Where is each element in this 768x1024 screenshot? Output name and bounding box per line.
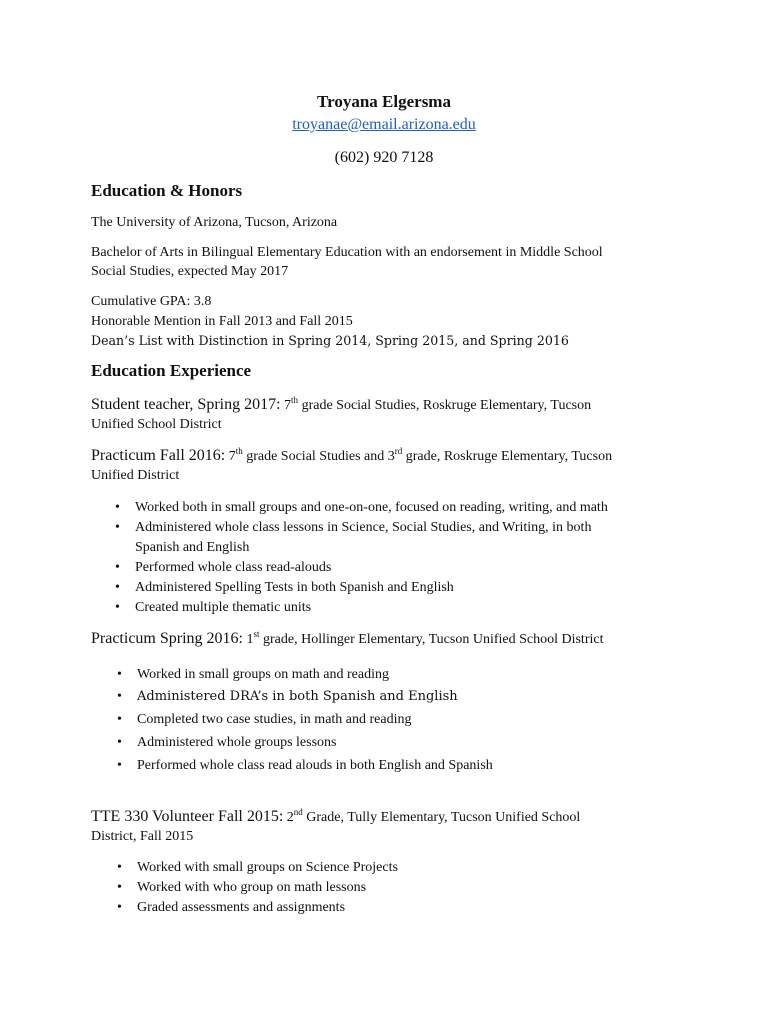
list-item-continuation: Spanish and English — [135, 540, 250, 555]
bullet-icon: • — [115, 560, 120, 575]
student-teacher-detail: grade Social Studies, Roskruge Elementary, Tucson — [301, 398, 592, 413]
grade-suffix: st — [253, 629, 260, 639]
tte-volunteer-title: TTE 330 Volunteer Fall 2015: — [91, 808, 284, 825]
practicum-fall-title: Practicum Fall 2016: — [91, 447, 226, 464]
list-item-text: Worked with who group on math lessons — [137, 880, 367, 895]
bullet-icon: • — [117, 860, 122, 875]
bullet-icon: • — [117, 880, 122, 895]
list-item-text: Administered whole groups lessons — [137, 735, 337, 750]
grade-suffix-2: rd — [394, 446, 403, 456]
practicum-spring-detail: grade, Hollinger Elementary, Tucson Unified School District — [263, 632, 604, 647]
grade-number: 7 — [284, 398, 292, 413]
practicum-spring-entry — [91, 629, 603, 650]
resume-name: Troyana Elgersma — [317, 92, 451, 111]
bullet-icon: • — [115, 500, 120, 515]
gpa-line: Cumulative GPA: 3.8 — [91, 294, 212, 309]
grade-number: 7 — [228, 449, 236, 464]
phone-number: (602) 920 7128 — [334, 149, 434, 166]
list-item-text: Administered DRA’s in both Spanish and English — [137, 689, 458, 704]
experience-heading: Education Experience — [91, 361, 252, 380]
list-item-text: Completed two case studies, in math and reading — [137, 712, 412, 727]
bullet-icon: • — [117, 758, 122, 773]
list-item-text: Worked in small groups on math and reading — [137, 667, 389, 682]
tte-volunteer-entry — [91, 807, 580, 828]
student-teacher-entry — [91, 395, 591, 416]
practicum-fall-entry — [91, 446, 612, 467]
bullet-icon: • — [115, 580, 120, 595]
bullet-icon: • — [117, 667, 122, 682]
bullet-icon: • — [117, 900, 122, 915]
bullet-icon: • — [117, 689, 122, 704]
list-item-text: Performed whole class read-alouds — [135, 560, 332, 575]
practicum-fall-mid: grade Social Studies and 3 — [246, 449, 395, 464]
tte-volunteer-detail: Grade, Tully Elementary, Tucson Unified School — [306, 810, 581, 825]
practicum-fall-detail: grade, Roskruge Elementary, Tucson — [405, 449, 613, 464]
student-teacher-title: Student teacher, Spring 2017: — [91, 396, 281, 413]
list-item-text: Worked both in small groups and one-on-one, focused on reading, writing, and math — [135, 500, 608, 515]
student-teacher-line-2: Unified School District — [91, 417, 222, 432]
grade-suffix: th — [235, 446, 243, 456]
school-line: The University of Arizona, Tucson, Arizona — [91, 215, 338, 230]
grade-suffix: th — [291, 395, 299, 405]
list-item-text: Created multiple thematic units — [135, 600, 312, 615]
email-line — [0, 116, 768, 134]
bullet-icon: • — [115, 520, 120, 535]
deans-list-line: Dean’s List with Distinction in Spring 2014, Spring 2015, and Spring 2016 — [91, 333, 569, 348]
honorable-line: Honorable Mention in Fall 2013 and Fall 2015 — [91, 314, 353, 329]
degree-line-2: Social Studies, expected May 2017 — [91, 264, 289, 279]
practicum-spring-title: Practicum Spring 2016: — [91, 630, 243, 647]
list-item-text: Administered whole class lessons in Science, Social Studies, and Writing, in both — [135, 520, 592, 535]
degree-line-1: Bachelor of Arts in Bilingual Elementary Education with an endorsement in Middle School — [91, 245, 603, 260]
practicum-fall-line-2: Unified District — [91, 468, 180, 483]
grade-suffix: nd — [293, 807, 303, 817]
bullet-icon: • — [117, 712, 122, 727]
list-item-text: Performed whole class read alouds in both English and Spanish — [137, 758, 493, 773]
list-item-text: Graded assessments and assignments — [137, 900, 346, 915]
grade-number: 2 — [286, 810, 294, 825]
bullet-icon: • — [115, 600, 120, 615]
grade-number: 1 — [246, 632, 254, 647]
education-heading: Education & Honors — [91, 181, 243, 200]
email-link[interactable]: troyanae@email.arizona.edu — [292, 116, 476, 133]
list-item-text: Administered Spelling Tests in both Spanish and English — [135, 580, 454, 595]
bullet-icon: • — [117, 735, 122, 750]
tte-volunteer-line-2: District, Fall 2015 — [91, 829, 194, 844]
list-item-text: Worked with small groups on Science Projects — [137, 860, 398, 875]
